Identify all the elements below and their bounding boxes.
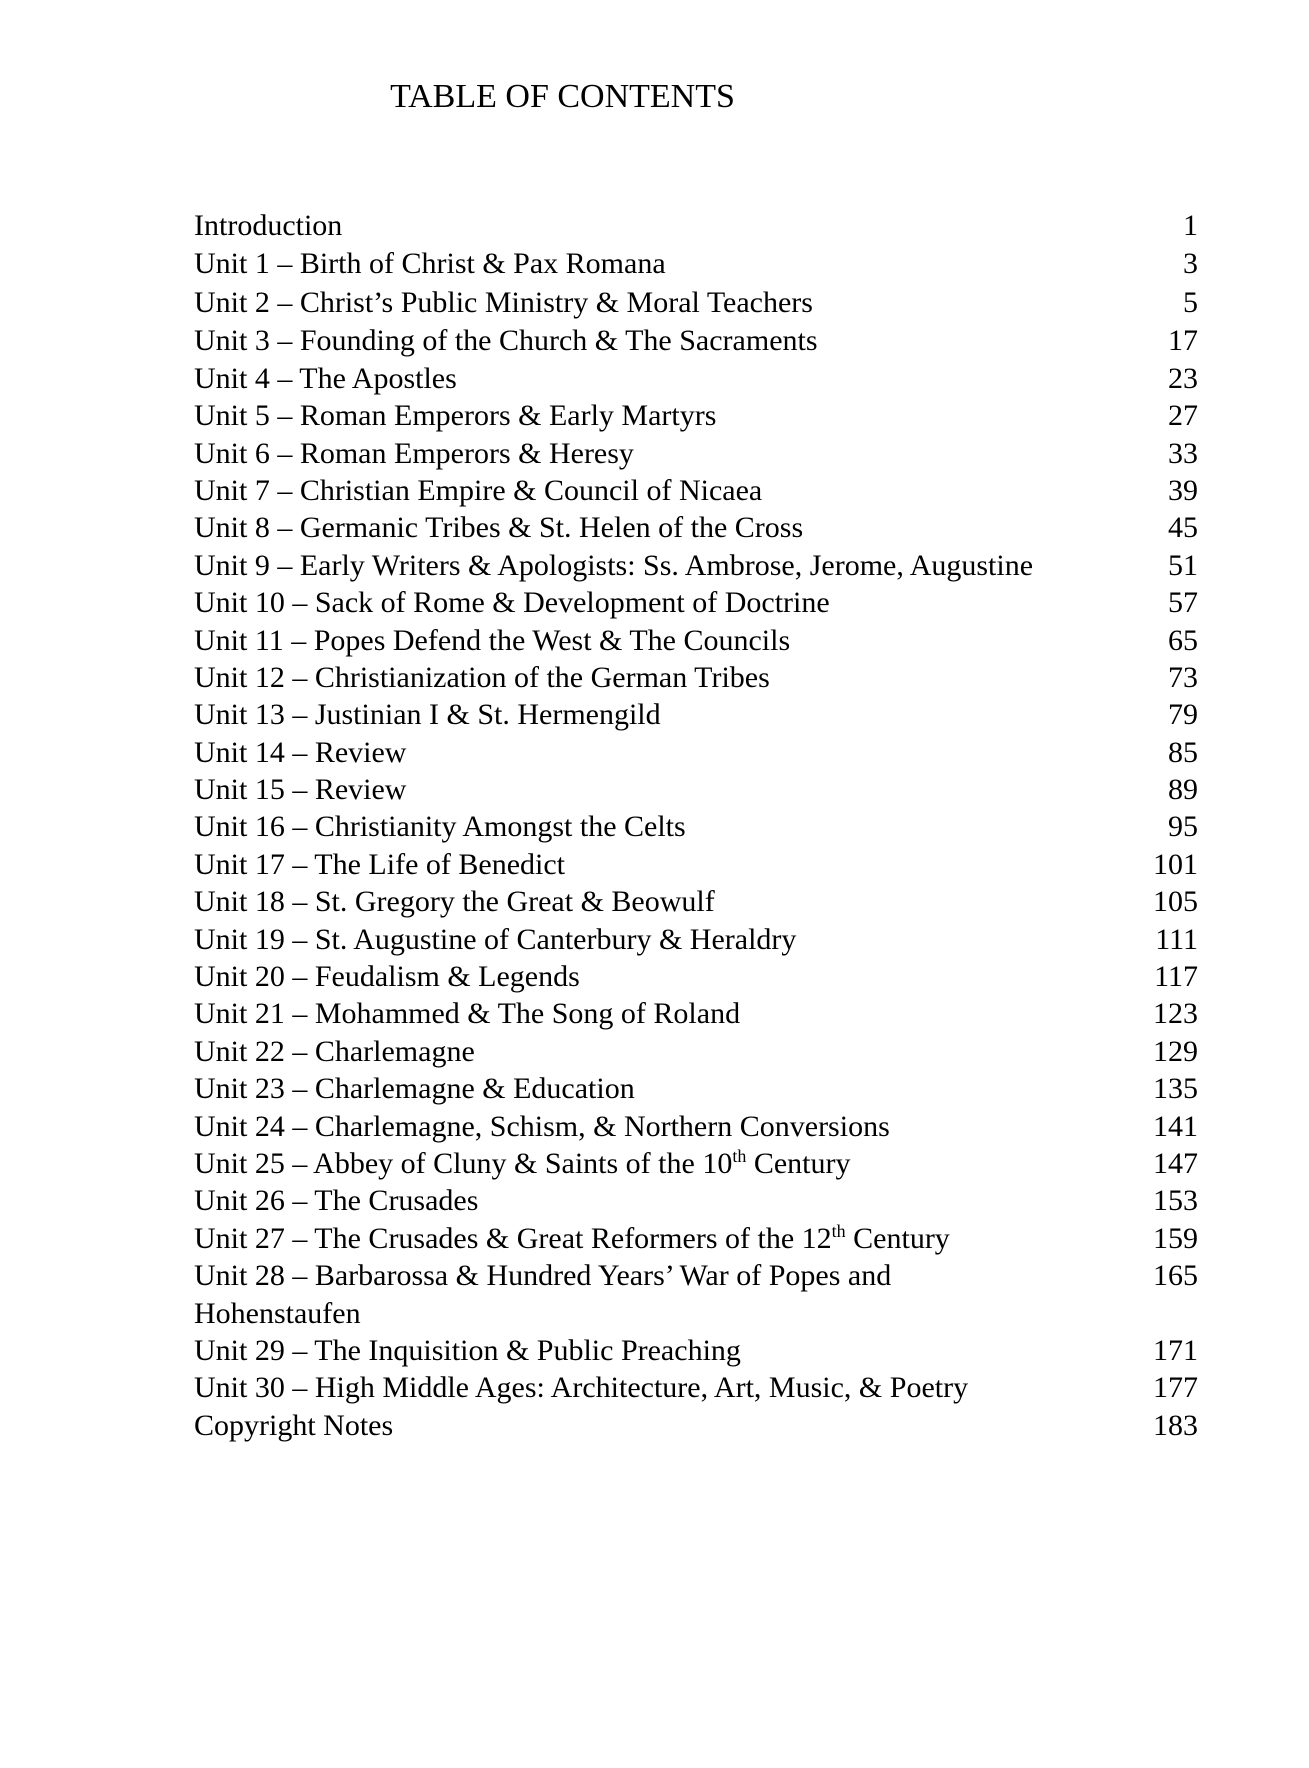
toc-entry-label: Unit 14 – Review xyxy=(194,735,407,769)
toc-entry-label: Unit 13 – Justinian I & St. Hermengild xyxy=(194,698,661,732)
page-title: TABLE OF CONTENTS xyxy=(390,78,735,115)
toc-entry-label: Unit 8 – Germanic Tribes & St. Helen of the Cross xyxy=(194,511,804,545)
toc-entry-unit-8[interactable] xyxy=(194,509,1198,546)
label-line-2: Hohenstaufen xyxy=(194,1296,361,1330)
toc-entry-label: Unit 21 – Mohammed & The Song of Roland xyxy=(194,997,741,1031)
toc-entry-page: 17 xyxy=(1168,324,1198,358)
toc-entry-page: 89 xyxy=(1168,773,1198,807)
toc-entry-page: 95 xyxy=(1168,810,1198,844)
toc-entry-unit-4[interactable] xyxy=(194,360,1198,397)
toc-entry-label: Unit 18 – St. Gregory the Great & Beowulf xyxy=(194,885,715,919)
toc-entry-unit-10[interactable] xyxy=(194,584,1198,621)
toc-entry-label: Unit 4 – The Apostles xyxy=(194,361,457,395)
toc-entry-unit-27[interactable] xyxy=(194,1220,1198,1257)
label-text: Unit 25 – Abbey of Cluny & Saints of the 10 xyxy=(194,1146,733,1180)
toc-entry-label: Copyright Notes xyxy=(194,1408,394,1442)
ordinal-suffix: th xyxy=(831,1220,846,1241)
toc-entry-page: 153 xyxy=(1153,1184,1198,1218)
toc-entry-label: Unit 3 – Founding of the Church & The Sacraments xyxy=(194,324,818,358)
toc-entry-introduction[interactable] xyxy=(194,207,1198,244)
toc-entry-label: Unit 9 – Early Writers & Apologists: Ss. Ambrose, Jerome, Augustine xyxy=(194,548,1034,582)
toc-entry-unit-3[interactable] xyxy=(194,322,1198,359)
toc-entry-unit-28[interactable] xyxy=(194,1257,1198,1332)
toc-entry-page: 141 xyxy=(1153,1109,1198,1143)
toc-entry-page: 165 xyxy=(1153,1259,1198,1293)
toc-entry-unit-1[interactable] xyxy=(194,244,1198,283)
toc-entry-label: Unit 24 – Charlemagne, Schism, & Northern Conversions xyxy=(194,1109,890,1143)
toc-entry-unit-30[interactable] xyxy=(194,1369,1198,1406)
toc-entry-label: Unit 22 – Charlemagne xyxy=(194,1034,475,1068)
toc-entry-page: 39 xyxy=(1168,473,1198,507)
toc-entry-page: 65 xyxy=(1168,623,1198,657)
label-text: Century xyxy=(845,1221,950,1255)
toc-entry-page: 57 xyxy=(1168,586,1198,620)
toc-entry-unit-23[interactable] xyxy=(194,1070,1198,1107)
toc-entry-unit-5[interactable] xyxy=(194,397,1198,434)
toc-entry-label xyxy=(194,1257,974,1332)
toc-entry-label: Unit 12 – Christianization of the German Tribes xyxy=(194,660,770,694)
toc-entry-page: 123 xyxy=(1153,997,1198,1031)
toc-entry-label: Unit 5 – Roman Emperors & Early Martyrs xyxy=(194,399,717,433)
toc-entry-page: 147 xyxy=(1153,1146,1198,1180)
toc-entry-unit-7[interactable] xyxy=(194,472,1198,509)
toc-entry-page: 1 xyxy=(1183,209,1198,242)
toc-entry-label: Unit 29 – The Inquisition & Public Preaching xyxy=(194,1333,741,1367)
toc-entry-page: 5 xyxy=(1183,286,1198,320)
toc-entry-page: 159 xyxy=(1153,1221,1198,1255)
toc-entry-unit-6[interactable] xyxy=(194,435,1198,472)
toc-entry-label: Unit 10 – Sack of Rome & Development of Doctrine xyxy=(194,586,830,620)
toc-entry-unit-13[interactable] xyxy=(194,696,1198,733)
toc-entry-label xyxy=(194,1220,950,1257)
toc-entry-label: Unit 2 – Christ’s Public Ministry & Moral Teachers xyxy=(194,286,813,320)
toc-entry-unit-15[interactable] xyxy=(194,771,1198,808)
toc-entry-page: 45 xyxy=(1168,511,1198,545)
toc-entry-label: Unit 17 – The Life of Benedict xyxy=(194,847,566,881)
toc-entry-unit-11[interactable] xyxy=(194,622,1198,659)
toc-entry-page: 23 xyxy=(1168,361,1198,395)
toc-entry-unit-22[interactable] xyxy=(194,1033,1198,1070)
toc-entry-page: 27 xyxy=(1168,399,1198,433)
toc-entry-page: 85 xyxy=(1168,735,1198,769)
toc-entry-page: 79 xyxy=(1168,698,1198,732)
toc-entry-unit-9[interactable] xyxy=(194,547,1198,584)
toc-entry-unit-19[interactable] xyxy=(194,921,1198,958)
toc-entry-page: 117 xyxy=(1154,960,1198,994)
toc-entry-page: 183 xyxy=(1153,1408,1198,1442)
toc-entry-label: Unit 6 – Roman Emperors & Heresy xyxy=(194,436,634,470)
toc-entry-label: Unit 26 – The Crusades xyxy=(194,1184,479,1218)
toc-entry-page: 171 xyxy=(1153,1333,1198,1367)
toc-entry-unit-20[interactable] xyxy=(194,958,1198,995)
toc-entry-label: Unit 30 – High Middle Ages: Architecture, Art, Music, & Poetry xyxy=(194,1371,969,1405)
toc-entry-page: 73 xyxy=(1168,660,1198,694)
toc-entry-unit-16[interactable] xyxy=(194,808,1198,845)
toc-entry-label: Unit 16 – Christianity Amongst the Celts xyxy=(194,810,686,844)
toc-entry-label xyxy=(194,1145,851,1182)
toc-entry-label: Unit 7 – Christian Empire & Council of Nicaea xyxy=(194,473,763,507)
toc-entry-unit-29[interactable] xyxy=(194,1332,1198,1369)
toc-entry-label: Unit 20 – Feudalism & Legends xyxy=(194,960,580,994)
toc-entry-unit-2[interactable] xyxy=(194,283,1198,322)
label-text: Unit 27 – The Crusades & Great Reformers of the 12 xyxy=(194,1221,832,1255)
toc-entry-unit-17[interactable] xyxy=(194,846,1198,883)
toc-entry-label: Introduction xyxy=(194,209,343,242)
toc-entry-unit-21[interactable] xyxy=(194,995,1198,1032)
toc-entry-unit-12[interactable] xyxy=(194,659,1198,696)
toc-entry-unit-24[interactable] xyxy=(194,1108,1198,1145)
toc-entry-label: Unit 19 – St. Augustine of Canterbury & Heraldry xyxy=(194,922,797,956)
label-text: Century xyxy=(746,1146,851,1180)
toc-entry-page: 3 xyxy=(1183,247,1198,281)
toc-entry-page: 51 xyxy=(1168,548,1198,582)
toc-entry-page: 129 xyxy=(1153,1034,1198,1068)
table-of-contents xyxy=(194,207,1198,1444)
toc-entry-unit-26[interactable] xyxy=(194,1182,1198,1219)
toc-entry-unit-14[interactable] xyxy=(194,734,1198,771)
toc-entry-unit-25[interactable] xyxy=(194,1145,1198,1182)
toc-entry-page: 105 xyxy=(1153,885,1198,919)
toc-entry-unit-18[interactable] xyxy=(194,883,1198,920)
toc-entry-copyright-notes[interactable] xyxy=(194,1407,1198,1444)
toc-entry-page: 135 xyxy=(1153,1072,1198,1106)
toc-entry-page: 33 xyxy=(1168,436,1198,470)
toc-entry-label: Unit 1 – Birth of Christ & Pax Romana xyxy=(194,247,666,281)
label-line-1: Unit 28 – Barbarossa & Hundred Years’ War of Popes and xyxy=(194,1259,892,1293)
toc-entry-page: 111 xyxy=(1155,922,1198,956)
toc-entry-label: Unit 23 – Charlemagne & Education xyxy=(194,1072,635,1106)
toc-entry-page: 101 xyxy=(1153,847,1198,881)
ordinal-suffix: th xyxy=(732,1145,747,1166)
toc-entry-page: 177 xyxy=(1153,1371,1198,1405)
toc-entry-label: Unit 15 – Review xyxy=(194,773,407,807)
toc-entry-label: Unit 11 – Popes Defend the West & The Councils xyxy=(194,623,791,657)
